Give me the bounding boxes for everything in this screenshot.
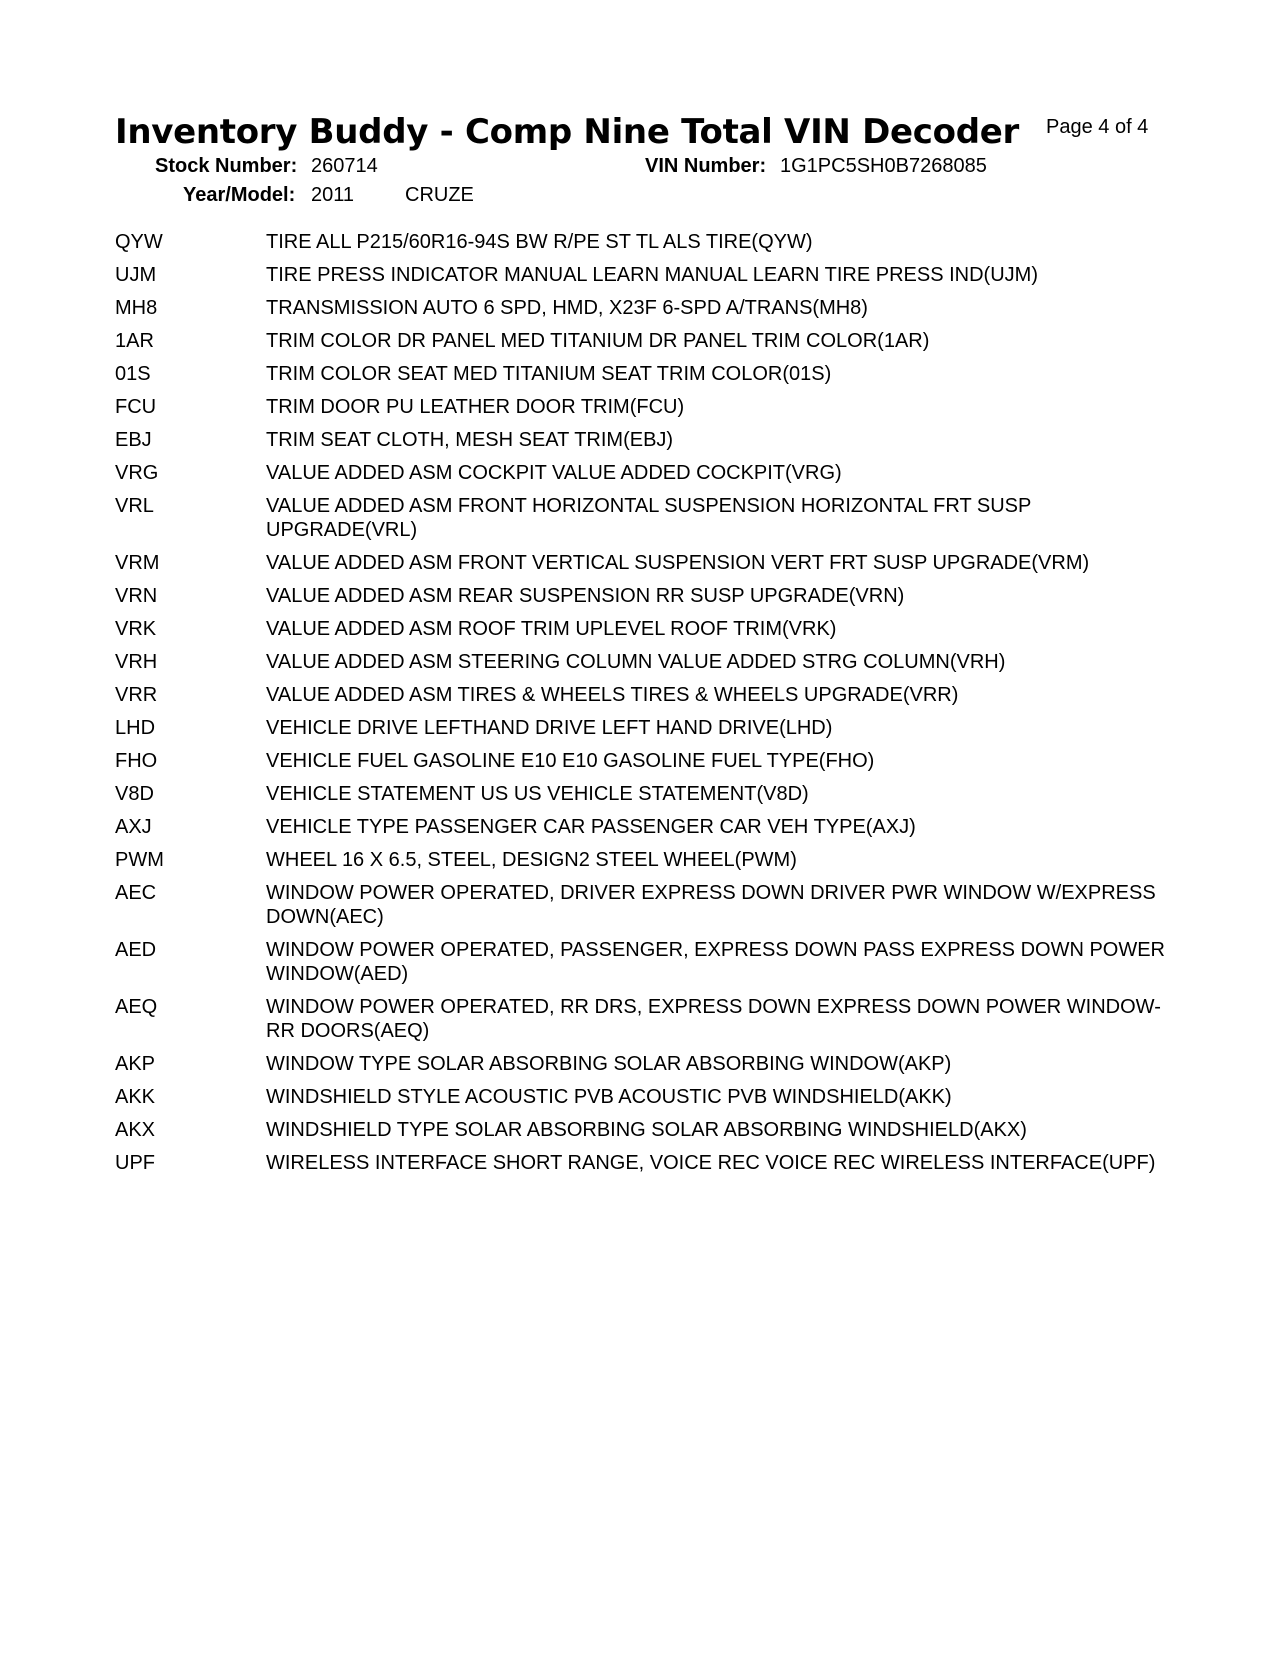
option-row — [115, 551, 1175, 575]
option-code: 1AR — [115, 330, 154, 352]
option-row — [115, 461, 1175, 485]
option-row — [115, 995, 1175, 1043]
option-row — [115, 263, 1175, 287]
option-row — [115, 938, 1175, 986]
option-row — [115, 584, 1175, 608]
option-description: WINDSHIELD TYPE SOLAR ABSORBING SOLAR ABSORBING WINDSHIELD(AKX) — [266, 1119, 1027, 1141]
option-description: VALUE ADDED ASM COCKPIT VALUE ADDED COCKPIT(VRG) — [266, 462, 842, 484]
option-code: 01S — [115, 363, 151, 385]
option-code: VRR — [115, 684, 158, 706]
vin-number-label: VIN Number: — [645, 155, 767, 177]
option-description: VALUE ADDED ASM STEERING COLUMN VALUE ADDED STRG COLUMN(VRH) — [266, 651, 1006, 673]
option-description: TIRE ALL P215/60R16-94S BW R/PE ST TL ALS TIRE(QYW) — [266, 231, 813, 253]
option-description: VALUE ADDED ASM ROOF TRIM UPLEVEL ROOF TRIM(VRK) — [266, 618, 837, 640]
option-description: TRIM COLOR DR PANEL MED TITANIUM DR PANEL TRIM COLOR(1AR) — [266, 330, 930, 352]
option-code: VRL — [115, 495, 154, 517]
option-code: PWM — [115, 849, 164, 871]
option-row — [115, 329, 1175, 353]
option-description: VEHICLE DRIVE LEFTHAND DRIVE LEFT HAND DRIVE(LHD) — [266, 717, 833, 739]
option-code: QYW — [115, 231, 163, 253]
option-code-list — [115, 230, 1175, 1184]
option-code: VRM — [115, 552, 160, 574]
option-description: TRIM DOOR PU LEATHER DOOR TRIM(FCU) — [266, 396, 685, 418]
option-row — [115, 494, 1175, 542]
option-description: VALUE ADDED ASM FRONT VERTICAL SUSPENSION VERT FRT SUSP UPGRADE(VRM) — [266, 552, 1090, 574]
option-row — [115, 650, 1175, 674]
option-description: VEHICLE TYPE PASSENGER CAR PASSENGER CAR VEH TYPE(AXJ) — [266, 816, 916, 838]
option-description: VALUE ADDED ASM FRONT HORIZONTAL SUSPENSION HORIZONTAL FRT SUSP UPGRADE(VRL) — [266, 495, 1031, 541]
option-code: VRN — [115, 585, 158, 607]
option-code: UPF — [115, 1152, 155, 1174]
option-description: VALUE ADDED ASM REAR SUSPENSION RR SUSP UPGRADE(VRN) — [266, 585, 905, 607]
option-description: TIRE PRESS INDICATOR MANUAL LEARN MANUAL LEARN TIRE PRESS IND(UJM) — [266, 264, 1038, 286]
option-description: WINDOW TYPE SOLAR ABSORBING SOLAR ABSORBING WINDOW(AKP) — [266, 1053, 952, 1075]
option-row — [115, 782, 1175, 806]
option-code: VRK — [115, 618, 157, 640]
option-row — [115, 815, 1175, 839]
option-code: UJM — [115, 264, 157, 286]
option-row — [115, 1151, 1175, 1175]
option-code: AED — [115, 939, 157, 961]
option-description: WINDSHIELD STYLE ACOUSTIC PVB ACOUSTIC PVB WINDSHIELD(AKK) — [266, 1086, 952, 1108]
option-code: AEC — [115, 882, 157, 904]
stock-number-label: Stock Number: — [155, 155, 298, 177]
option-description: VEHICLE FUEL GASOLINE E10 E10 GASOLINE FUEL TYPE(FHO) — [266, 750, 875, 772]
option-row — [115, 296, 1175, 320]
option-description: TRIM COLOR SEAT MED TITANIUM SEAT TRIM COLOR(01S) — [266, 363, 832, 385]
option-row — [115, 395, 1175, 419]
option-row — [115, 230, 1175, 254]
document-title: Inventory Buddy - Comp Nine Total VIN Decoder — [115, 112, 1019, 152]
option-description: WIRELESS INTERFACE SHORT RANGE, VOICE REC VOICE REC WIRELESS INTERFACE(UPF) — [266, 1152, 1156, 1174]
year-model-label: Year/Model: — [183, 184, 296, 206]
model-value: CRUZE — [405, 184, 474, 206]
option-row — [115, 428, 1175, 452]
option-row — [115, 716, 1175, 740]
option-code: FHO — [115, 750, 158, 772]
stock-number-value: 260714 — [311, 155, 378, 177]
option-description: WINDOW POWER OPERATED, RR DRS, EXPRESS DOWN EXPRESS DOWN POWER WINDOW-RR DOORS(AEQ) — [266, 996, 1161, 1042]
option-code: MH8 — [115, 297, 158, 319]
option-code: EBJ — [115, 429, 152, 451]
page-number: Page 4 of 4 — [1046, 116, 1149, 138]
option-code: LHD — [115, 717, 156, 739]
year-value: 2011 — [311, 184, 355, 206]
option-row — [115, 362, 1175, 386]
option-row — [115, 881, 1175, 929]
option-row — [115, 1085, 1175, 1109]
option-description: TRANSMISSION AUTO 6 SPD, HMD, X23F 6-SPD A/TRANS(MH8) — [266, 297, 868, 319]
option-code: AEQ — [115, 996, 158, 1018]
option-description: VEHICLE STATEMENT US US VEHICLE STATEMENT(V8D) — [266, 783, 809, 805]
option-code: AXJ — [115, 816, 152, 838]
option-row — [115, 848, 1175, 872]
vin-number-value: 1G1PC5SH0B7268085 — [780, 155, 987, 177]
option-code: AKK — [115, 1086, 156, 1108]
option-code: AKP — [115, 1053, 156, 1075]
option-description: VALUE ADDED ASM TIRES & WHEELS TIRES & WHEELS UPGRADE(VRR) — [266, 684, 959, 706]
option-row — [115, 749, 1175, 773]
option-code: V8D — [115, 783, 154, 805]
option-row — [115, 683, 1175, 707]
option-row — [115, 1052, 1175, 1076]
option-code: FCU — [115, 396, 157, 418]
option-code: VRG — [115, 462, 159, 484]
option-row — [115, 1118, 1175, 1142]
option-description: WINDOW POWER OPERATED, PASSENGER, EXPRESS DOWN PASS EXPRESS DOWN POWER WINDOW(AED) — [266, 939, 1166, 985]
option-code: VRH — [115, 651, 158, 673]
option-code: AKX — [115, 1119, 156, 1141]
option-row — [115, 617, 1175, 641]
option-description: WHEEL 16 X 6.5, STEEL, DESIGN2 STEEL WHEEL(PWM) — [266, 849, 797, 871]
option-description: TRIM SEAT CLOTH, MESH SEAT TRIM(EBJ) — [266, 429, 674, 451]
option-description: WINDOW POWER OPERATED, DRIVER EXPRESS DOWN DRIVER PWR WINDOW W/EXPRESS DOWN(AEC) — [266, 882, 1156, 928]
